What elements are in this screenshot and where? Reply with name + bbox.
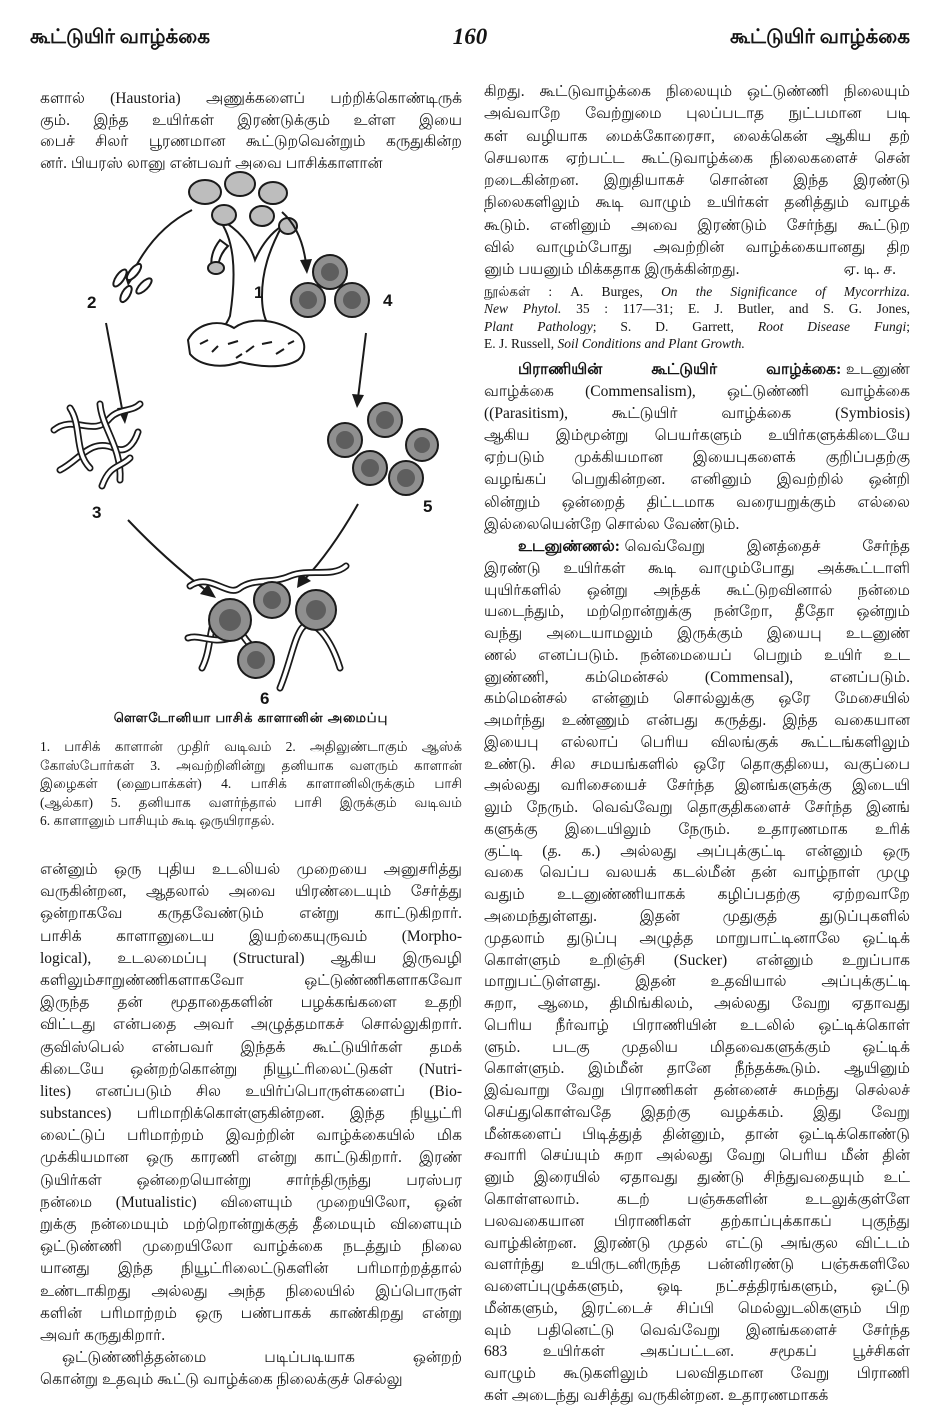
text-line: னர். பியரஸ் லானு என்பவர் அவை பாசிக்காளான் bbox=[40, 154, 383, 172]
text-line: ளும். படகு முதலிய மிதவைகளுக்கும் ஒட்டிக் bbox=[484, 1038, 910, 1056]
reference-text: E. J. Russell, bbox=[484, 335, 558, 351]
text-line: கிடையே ஒன்றற்கொன்று நியூட்ரிலைட்டுகள் (Nutri- bbox=[40, 1060, 462, 1078]
text-line: பலவகையான பிராணிகள் தற்காப்புக்காகப் புகுந்து bbox=[484, 1212, 910, 1230]
figure-caption bbox=[40, 738, 462, 831]
section-first-line bbox=[484, 359, 910, 381]
text-line: உண்டு. சில சமயங்களில் ஒரே தொகுதியை, வகுப்பை bbox=[484, 755, 910, 773]
text-line: றடைகின்றன. இறுதியாகச் சொன்ன இந்த இரண்டு bbox=[484, 172, 910, 189]
algal-cell-core bbox=[343, 291, 361, 309]
text-line: வழங்கப் பெறுகின்றன. எனினும் இவற்றில் ஒன்றி bbox=[484, 471, 910, 489]
text-line: முதலாம் துடுப்பு அழுத்த மாறுபாட்டினாலே ஒட்டிக் bbox=[484, 929, 910, 947]
text-line: அவர் கருதுகிறார். bbox=[40, 1326, 166, 1344]
signature-line bbox=[484, 259, 910, 281]
text-line: யுயிர்களில் ஒன்று அந்தக் கூட்டுறவினால் நன்மை bbox=[484, 581, 910, 599]
algal-cell-core bbox=[263, 591, 281, 609]
text-line: ஏற்படும் முக்கியமான இயைபுகளைக் குறிப்பதற்கு bbox=[484, 449, 910, 467]
reference-text: நூல்கள் : A. Burges, bbox=[484, 284, 662, 299]
text-line: substances) பரிமாறிக்கொள்ளுகின்றன. இந்த நியூட்ரி bbox=[40, 1105, 462, 1123]
reference-title: New Phytol. bbox=[484, 301, 562, 317]
algal-cell-core bbox=[336, 431, 354, 449]
text-line: குட்டி (த. க.) அல்லது அப்புக்குட்டி என்னும் ஒரு bbox=[484, 842, 910, 860]
text-line: இல்லையென்றே சொல்ல வேண்டும். bbox=[484, 515, 740, 533]
reference-title: Root Disease Fungi bbox=[757, 318, 907, 334]
references bbox=[484, 283, 910, 352]
text-line: கோஸ்போர்கள் 3. அவற்றினின்று தனியாக வளரும் காளான் bbox=[40, 757, 462, 773]
text-line: டுயிர்கள் ஒன்றையொன்று சார்ந்திருந்து பரஸ்பர bbox=[40, 1171, 462, 1189]
section-animal-symbiosis bbox=[484, 359, 910, 536]
arrowhead bbox=[352, 394, 364, 408]
text-line: நிலைகளிலும் கூடி வாழும் உயிர்கள் தனித்தும் வாழக் bbox=[484, 194, 910, 212]
lichen-cup bbox=[250, 206, 274, 226]
text-line: செயலாக ஏற்பட்ட கூட்டுவாழ்க்கை நிலைகளைச் சென் bbox=[484, 149, 910, 167]
text-line: சுறா, ஆமை, திமிங்கிலம், அல்லது வேறு ஏதாவது bbox=[484, 995, 910, 1013]
text-line: கொன்று உதவும் கூட்டு வாழ்க்கை நிலைக்குச் செல்லு bbox=[40, 1371, 403, 1389]
text-line: லின்றும் ஒன்றைத் திட்டமாக வரையறுக்கும் எல்லை bbox=[484, 493, 910, 511]
ascospore bbox=[134, 276, 154, 296]
text-line: கொள்ளலாம். கடற் பஞ்சுகளின் உடலுக்குள்ளே bbox=[484, 1190, 910, 1208]
reference-title: On the Significance of Mycorrhiza. bbox=[661, 284, 910, 299]
text-line: பாசிக் காளானுடைய இயற்கையுருவம் (Morpho- bbox=[40, 927, 462, 945]
text-line: 1. பாசிக் காளான் முதிர் வடிவம் 2. அதிலுண்டாகும் ஆஸ்க் bbox=[40, 739, 462, 754]
ascospore bbox=[118, 284, 134, 304]
text-line: றுக்கு நன்மையும் மற்றொன்றுக்குத் தீமையும் விளையும் bbox=[40, 1216, 462, 1233]
text-line: ஆகிய இம்மூன்று பெயர்களும் உயிர்களுக்கிடையே bbox=[484, 427, 910, 445]
text-line: இரண்டு உயிர்கள் கூடி வாழும்போது அக்கூட்டாளி bbox=[484, 559, 910, 577]
text-line: யானது இந்த நியூட்ரிலைட்டுகளின் பரிமாற்றத்தால் bbox=[40, 1260, 462, 1278]
text-line: இவ்வாறு வேறு பிராணிகள் தன்னைச் சுமந்து செல்லச் bbox=[484, 1082, 910, 1100]
figure-label-1: 1 bbox=[254, 283, 264, 302]
algal-cell-core bbox=[397, 469, 415, 487]
text-line: வளர்ந்து உயிருடனிருந்த பன்னிரண்டு பஞ்சுகளிலே bbox=[484, 1256, 910, 1274]
lichen-cup bbox=[259, 182, 287, 204]
text-line: லும் நேரும். வெவ்வேறு தொகுதிகளைச் சேர்ந்த இனங் bbox=[484, 799, 910, 817]
text-line: ணல் எனப்படும். நன்மையைப் பெறும் உயிர் உட bbox=[484, 646, 910, 664]
text-line: னும் இரையில் ஏதாவது துண்டு சிந்துவதையும் உட் bbox=[484, 1169, 910, 1187]
text-line: கொள்ளும். இம்மீன் தானே நீந்தக்கூடும். ஆயினும் bbox=[484, 1060, 910, 1078]
section-first-line-text: உடனுண் bbox=[845, 361, 910, 378]
right-paragraph-1 bbox=[484, 81, 910, 281]
text-line: பெரிய நீர்வாழ் பிராணியின் உடலில் ஒட்டிக்கொள் bbox=[484, 1016, 910, 1034]
text-line: அவ்வாறே வேற்றுமை புலப்படாத நுட்பமான படி bbox=[484, 105, 910, 123]
running-title-left: கூட்டுயிர் வாழ்க்கை bbox=[30, 26, 210, 48]
algal-cell-core bbox=[376, 411, 394, 429]
text-line: அமர்ந்து உண்ணும் என்பது கருத்து. இந்த வகையான bbox=[484, 712, 910, 730]
algal-cell-core bbox=[321, 263, 339, 281]
lichen-base-crust bbox=[188, 321, 304, 367]
text-line: னுண்ணி, கம்மென்சல் (Commensal), எனப்படும். bbox=[484, 668, 910, 686]
arrowhead bbox=[300, 259, 312, 274]
text-line: வும் பதினெட்டு வெவ்வேறு இனங்களைச் சேர்ந்த bbox=[484, 1321, 910, 1339]
text-line: அமைந்துள்ளது. இதன் முதுகுத் துடுப்புகளில் bbox=[484, 908, 910, 926]
text-line: களுக்கு இடையிலும் நேரும். உதாரணமாக உரிக் bbox=[484, 820, 910, 838]
text-line: கள் அடைந்து வசித்து வருகின்றன. உதாரணமாகக் bbox=[484, 1386, 829, 1404]
text-line: பைச் சிலர் பூரணமான கூட்டுறவென்றும் கருதுகின்ற bbox=[40, 133, 462, 150]
reference-text: ; bbox=[906, 318, 910, 334]
text-line: கிறது. கூட்டுவாழ்க்கை நிலையும் ஒட்டுண்ணி நிலையும் bbox=[484, 83, 910, 100]
text-line: வருகின்றன, ஆதலால் அவை யிரண்டையும் சேர்த்து bbox=[40, 883, 462, 901]
right-paragraph-1-lines bbox=[484, 81, 910, 259]
text-line: 6. காளானும் பாசியும் கூடி ஒருயிராதல். bbox=[40, 813, 275, 828]
text-line: அல்லது வரிசையைச் சேர்ந்த இனங்களுக்கு இடையி bbox=[484, 777, 910, 795]
text-line: வாழ்க்கை (Commensalism), ஒட்டுண்ணி வாழ்க்கை bbox=[484, 383, 910, 401]
subsection-commensalism bbox=[484, 536, 910, 1407]
text-line: ஒன்றாகவே கருதவேண்டும் என்று காட்டுகிறார். bbox=[40, 905, 462, 923]
text-line: செய்துகொள்வதே இதற்கு வழக்கம். இது வேறு bbox=[484, 1103, 910, 1121]
text-line: logical), உடலமைப்பு (Structural) ஆகிய இருவழி bbox=[40, 949, 462, 967]
mature-lichen-drawing bbox=[188, 172, 304, 366]
text-line: என்னும் ஒரு புதிய உடலியல் முறையை அனுசரித்து bbox=[40, 861, 462, 878]
arrow-2-to-3 bbox=[106, 323, 123, 414]
reference-text: ; S. D. Garrett, bbox=[592, 318, 758, 334]
text-line: குவிஸ்பெல் என்பவர் இந்தக் கூட்டுயிர்கள் தமக் bbox=[40, 1038, 462, 1056]
subsection-first-line bbox=[484, 536, 910, 558]
left-intro-paragraph bbox=[40, 88, 462, 174]
hypha bbox=[280, 624, 340, 688]
lichen-cup bbox=[208, 262, 224, 274]
ascospores-drawing bbox=[111, 262, 154, 304]
text-line: கம்மென்சல் என்னும் சொல்லுக்கு ஒரே மேசையில் bbox=[484, 690, 910, 708]
figure-label-5: 5 bbox=[423, 497, 433, 516]
lichen-cup bbox=[189, 180, 221, 204]
algal-cell-core bbox=[247, 651, 265, 669]
text-line: மீன்களைப் பிடித்துத் தின்னும், தான் ஒட்டிக்கொண்டு bbox=[484, 1125, 910, 1143]
text-line: வாழ்கின்றன. இரண்டு முதல் எட்டு அங்குல விட்டம் bbox=[484, 1234, 910, 1252]
text-line: களால் (Haustoria) அணுக்களைப் பற்றிக்கொண்டிருக் bbox=[40, 90, 462, 107]
text-line: மீன்களும், இரட்டைச் சிப்பி மெல்லுடலிகளும் பிற bbox=[484, 1299, 910, 1317]
arrow-4-to-5 bbox=[358, 333, 366, 398]
text-line: வதும் உடனுண்ணியாகக் கழிப்பதற்கு ஏற்றவாறே bbox=[484, 886, 910, 904]
lichen-cup bbox=[212, 205, 236, 225]
text-line: ஒட்டுண்ணித்தன்மை படிப்படியாக ஒன்றற் bbox=[62, 1349, 462, 1366]
author-initials: ஏ. டி. ச. bbox=[843, 261, 896, 278]
algal-cell-core bbox=[414, 437, 430, 453]
figure-label-6: 6 bbox=[260, 689, 270, 708]
combined-lichen-drawing bbox=[188, 566, 346, 688]
subsection-term: உடனுண்ணல்: bbox=[518, 538, 620, 555]
running-title-right: கூட்டுயிர் வாழ்க்கை bbox=[730, 26, 910, 48]
figure-label-2: 2 bbox=[87, 293, 97, 312]
text-line: வளைப்புழுக்களும், ஒடி நட்சத்திரங்களும், ஒட்டு bbox=[484, 1278, 910, 1296]
text-line: வில் வாழும்போது அவற்றின் வாழ்க்கையானது திற bbox=[484, 238, 910, 256]
text-line: சவாரி செய்யும் சுறா அல்லது வேறு பெரிய மீன் தின் bbox=[484, 1147, 910, 1165]
figure-label-4: 4 bbox=[383, 291, 393, 310]
text-line: களின் பரிமாற்றம் ஒரு பண்பாகக் காண்கிறது என்று bbox=[40, 1304, 462, 1322]
section-heading: பிராணியின் கூட்டுயிர் வாழ்க்கை: bbox=[518, 361, 842, 378]
algal-cell-core bbox=[219, 609, 241, 631]
lichen-structure-figure bbox=[40, 168, 462, 708]
text-line: நன்மை (Mutualistic) விளையும் முறையிலோ, ஒன் bbox=[40, 1193, 462, 1211]
free-algae-drawing bbox=[328, 403, 438, 495]
reference-line bbox=[484, 283, 910, 300]
subsection-first-line-text: வெவ்வேறு இனத்தைச் சேர்ந்த bbox=[624, 538, 910, 555]
text-line: கூடும். எனினும் அவை இரண்டும் சேர்ந்து கூட்டுற bbox=[484, 216, 910, 234]
text-line: ((Parasitism), கூட்டுயிர் வாழ்க்கை (Symbiosis) bbox=[484, 405, 910, 423]
text-line: lites) எனப்படும் சில உயிர்ப்பொருள்களைப் (Bio- bbox=[40, 1082, 462, 1100]
algal-cell-core bbox=[299, 291, 317, 309]
text-line: உண்டாகிறது அல்லது அந்த நிலையில் இப்பொருள் bbox=[40, 1282, 462, 1300]
text-line: இயைபு எல்லாப் பெரிய விலங்குக் கூட்டங்களிலும் bbox=[484, 733, 910, 751]
text-line: மாறுபட்டுள்ளது. இதன் உதவியால் அப்புக்குட்டி bbox=[484, 973, 910, 991]
reference-line bbox=[484, 300, 910, 317]
text-line: வந்து அடையாமலும் இருக்கும் இயைபு உடனுண் bbox=[484, 625, 910, 643]
lichen-cup bbox=[225, 172, 255, 196]
text-line: விட்டது என்பதை அவர் அழுத்தமாகச் சொல்லுகிறார். bbox=[40, 1016, 462, 1034]
text-line: (ஆல்கா) 5. தனியாக வளர்ந்தால் பாசி இருக்கும் வடிவம் bbox=[40, 794, 462, 810]
figure-label-3: 3 bbox=[92, 503, 102, 522]
reference-line bbox=[484, 335, 910, 352]
text-line: கள் வழியாக மைக்கோரைசா, லைக்கென் ஆகிய தற் bbox=[484, 127, 910, 145]
text-line: வாழும் கூடுகளிலும் பலவிதமான வேறு பிராணி bbox=[484, 1365, 910, 1383]
text-line: களிலும்சாறுண்ணிகளாகவோ ஒட்டுண்ணிகளாகவோ bbox=[40, 971, 462, 989]
text-line: ஒட்டுண்ணி முறையிலோ வாழ்க்கை நடத்தும் நிலை bbox=[40, 1238, 462, 1256]
lichen-stalk bbox=[212, 218, 282, 338]
paragraph-last-line: னும் பயனும் மிக்கதாக இருக்கின்றது. bbox=[484, 261, 740, 278]
text-line: 683 உயிர்கள் அகப்பட்டன. சமூகப் பூச்சிகள் bbox=[484, 1343, 910, 1361]
text-line: கும். இந்த உயிர்கள் இரண்டுக்கும் உள்ள இயை bbox=[40, 111, 462, 129]
left-paragraph-2 bbox=[40, 1347, 462, 1391]
algal-cell-core bbox=[361, 459, 379, 477]
reference-title: Soil Conditions and Plant Growth. bbox=[557, 335, 745, 351]
algal-cell-core bbox=[306, 600, 326, 620]
text-line: இழைகள் (ஹைபாக்கள்) 4. பாசிக் காளானிலிருக்கும் பாசி bbox=[40, 776, 462, 791]
figure-title: ளௌடோனியா பாசிக் காளானின் அமைப்பு bbox=[113, 710, 389, 725]
text-line: யடைந்தும், மற்றொன்றுக்கு நன்றோ, தீதோ ஒன்றும் bbox=[484, 603, 910, 621]
text-line: கொள்ளும் உறிஞ்சி (Sucker) என்னும் உறுப்பாக bbox=[484, 951, 910, 969]
text-line: முக்கியமான ஒரு காரணி என்று காட்டுகிறார். இரண் bbox=[40, 1149, 462, 1167]
reference-line bbox=[484, 318, 910, 335]
page-number: 160 bbox=[452, 24, 488, 49]
text-line: லைட்டுப் பரிமாற்றம் இவற்றின் வாழ்க்கையில் மிக bbox=[40, 1127, 462, 1145]
text-line: இருந்த தன் மூதாதைகளின் பழக்கங்களை உதறி bbox=[40, 994, 462, 1012]
left-paragraph-1 bbox=[40, 859, 462, 1347]
reference-text: 35 : 117—31; E. J. Butler, and S. G. Jones, bbox=[561, 301, 910, 317]
reference-title: Plant Pathology bbox=[484, 318, 593, 334]
text-line: வகை வெப்ப வலயக் கடல்மீன் தன் வாழ்நாள் முழு bbox=[484, 864, 910, 882]
